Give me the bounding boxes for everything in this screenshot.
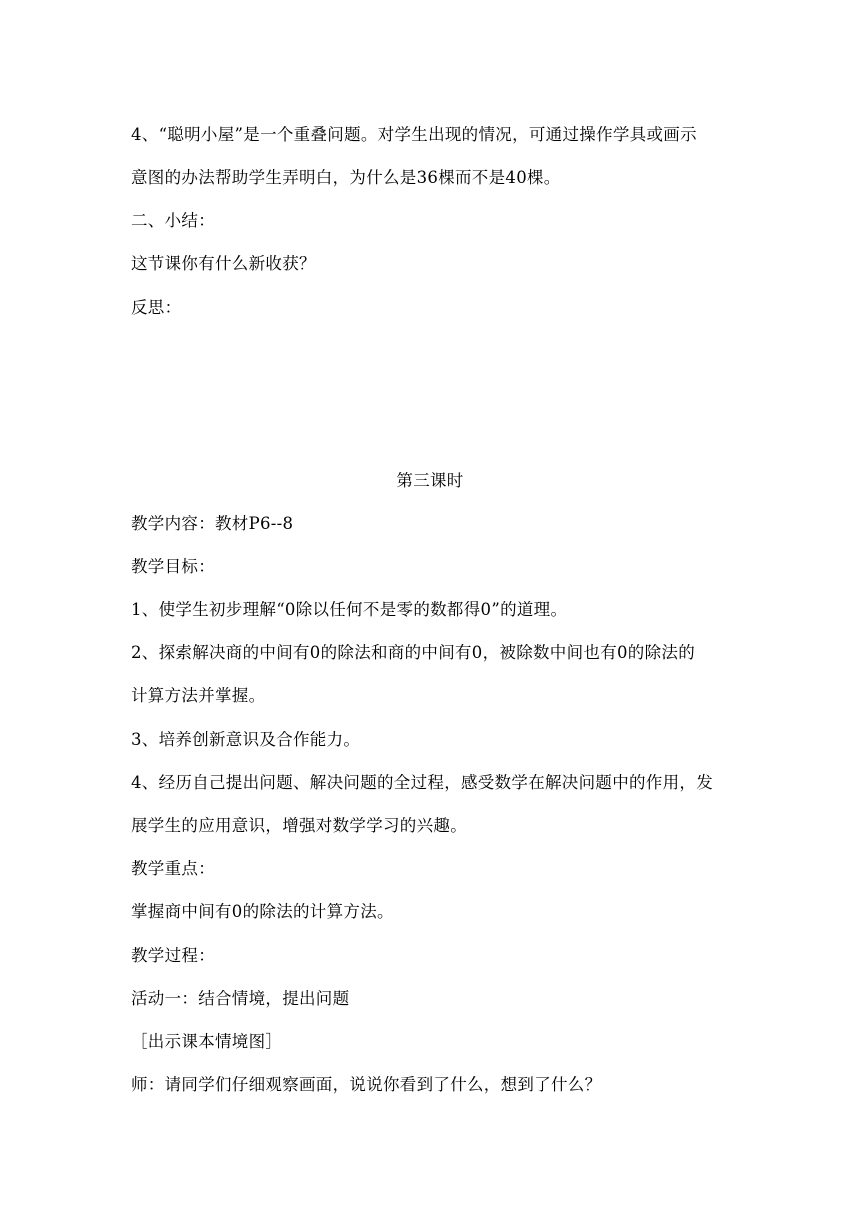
paragraph-line: 2、探索解决商的中间有0的除法和商的中间有0，被除数中间也有0的除法的 — [131, 643, 695, 662]
paragraph-line: 展学生的应用意识，增强对数学学习的兴趣。 — [131, 816, 467, 835]
paragraph-line: 教学内容：教材P6--8 — [131, 514, 294, 533]
paragraph-line: 3、培养创新意识及合作能力。 — [131, 730, 361, 749]
paragraph-line: 掌握商中间有0的除法的计算方法。 — [131, 902, 394, 921]
section-heading: 教学重点： — [131, 859, 215, 878]
paragraph-line: 反思： — [131, 298, 182, 317]
paragraph-line: 意图的办法帮助学生弄明白，为什么是36棵而不是40棵。 — [131, 168, 561, 187]
section-heading: 教学过程： — [131, 946, 215, 965]
paragraph-line: 4、经历自己提出问题、解决问题的全过程，感受数学在解决问题中的作用，发 — [131, 773, 713, 792]
paragraph-line: ［出示课本情境图］ — [131, 1032, 283, 1051]
paragraph-line: 计算方法并掌握。 — [131, 686, 266, 705]
section-heading: 教学目标： — [131, 557, 215, 576]
section-heading: 二、小结： — [131, 211, 215, 230]
paragraph-line: 4、“聪明小屋”是一个重叠问题。对学生出现的情况，可通过操作学具或画示 — [131, 125, 697, 144]
paragraph-line: 师：请同学们仔细观察画面，说说你看到了什么，想到了什么？ — [131, 1075, 602, 1094]
paragraph-line: 1、使学生初步理解“0除以任何不是零的数都得0”的道理。 — [131, 600, 568, 619]
lesson-title: 第三课时 — [396, 471, 464, 490]
paragraph-line: 活动一：结合情境，提出问题 — [131, 989, 350, 1008]
paragraph-line: 这节课你有什么新收获？ — [131, 254, 316, 273]
